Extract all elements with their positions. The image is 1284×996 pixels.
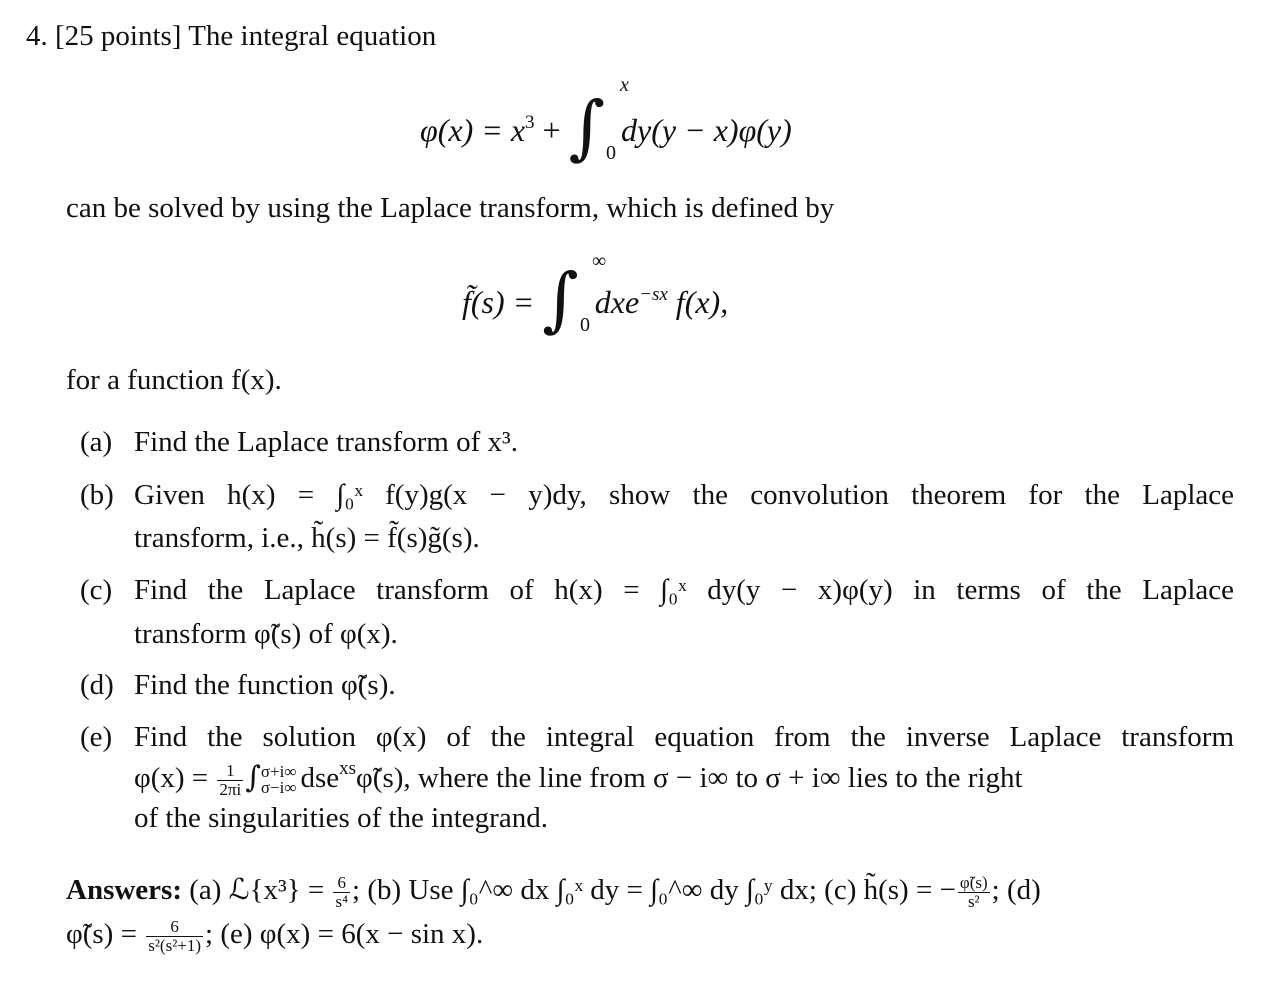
part-e-line1: Find the solution φ(x) of the integral equation from the inverse Laplace transform [134,721,1234,753]
problem-header [26,18,436,54]
part-e-phi: φ(x) = [134,762,209,794]
answer-d-fraction [146,918,203,955]
part-e-frac-den: 2πi [219,779,242,799]
answer-d-den: s²(s²+1) [148,936,202,955]
eq2-exponent: −sx [639,284,668,305]
part-e-fraction [217,762,243,799]
part-b-line2: transform, i.e., h̃(s) = f̃(s)g̃(s). [134,522,480,554]
part-e-exponent: xs [339,758,357,779]
part-c-line2: transform φ̃(s) of φ(x). [134,618,398,650]
intro-laplace: can be solved by using the Laplace transform, which is defined by [66,192,835,224]
answers-label: Answers: [66,874,182,906]
answer-a-num: 6 [333,874,350,893]
integral-sign-icon: ∫ [245,760,261,795]
part-e-dse: dse [300,762,340,794]
part-e-line2 [134,760,1234,799]
eq1-upper-limit: x [620,74,629,96]
answer-c-den: s² [967,891,980,911]
part-e-frac-num: 1 [217,762,243,781]
part-e-rest: φ̃(s), where the line from σ − i∞ to σ + i∞ lies to the right [356,762,1023,794]
part-e-line3: of the singularities of the integrand. [134,802,548,834]
answer-a-den: s⁴ [335,891,349,911]
answers-line2 [66,918,483,955]
answer-c-num: φ̃(s) [959,872,988,892]
laplace-definition [462,248,729,340]
answer-a: (a) ℒ{x³} = [189,874,325,906]
part-b-line1: Given h(x) = ∫₀ˣ f(y)g(x − y)dy, show the convolution theorem for the Laplace [134,479,1234,511]
problem-number: 4. [26,20,48,52]
integral-sign-icon: ∫ [542,258,579,340]
part-c-line1: Find the Laplace transform of h(x) = ∫₀ˣ dy(y − x)φ(y) in terms of the Laplace [134,574,1234,606]
problem-title: The integral equation [188,20,437,52]
part-c-label: (c) [80,574,113,606]
part-d-text: Find the function φ̃(s). [134,669,396,701]
part-a-text: Find the Laplace transform of x³. [134,426,518,458]
eq1-lhs: φ(x) = x [420,112,526,148]
answer-d-label: ; (d) [991,874,1041,906]
part-d-label: (d) [80,669,114,701]
answer-c-fraction [958,874,990,911]
eq2-lower-limit: 0 [580,314,590,336]
part-e-lower-limit: σ−i∞ [260,778,297,798]
eq1-plus: + [542,112,561,148]
eq1-exponent: 3 [525,112,535,133]
eq2-upper-limit: ∞ [592,250,607,272]
answers-line1 [66,872,1236,911]
part-a-label: (a) [80,426,113,458]
part-e-label: (e) [80,721,113,753]
part-e-upper-limit: σ+i∞ [260,762,297,782]
problem-points: [25 points] [55,20,182,52]
eq2-integrand-b: f(x), [675,284,729,320]
part-b-label: (b) [80,479,114,511]
answer-a-fraction [333,874,350,911]
answer-e: ; (e) φ(x) = 6(x − sin x). [205,918,484,951]
answer-d-num: 6 [146,918,203,937]
eq2-integrand-a: dxe [594,284,640,320]
part-e-limits [261,764,297,796]
answer-b-c: ; (b) Use ∫₀^∞ dx ∫₀ˣ dy = ∫₀^∞ dy ∫₀ʸ dx; (c) h̃(s) = − [352,874,956,906]
integral-sign-icon: ∫ [568,86,606,168]
eq1-integrand: dy(y − x)φ(y) [621,112,792,148]
integral-equation [420,74,792,168]
eq2-lhs: f̃(s) = [462,284,535,320]
eq1-lower-limit: 0 [606,142,616,164]
answer-d: φ̃(s) = [66,918,137,951]
intro-function: for a function f(x). [66,364,282,396]
